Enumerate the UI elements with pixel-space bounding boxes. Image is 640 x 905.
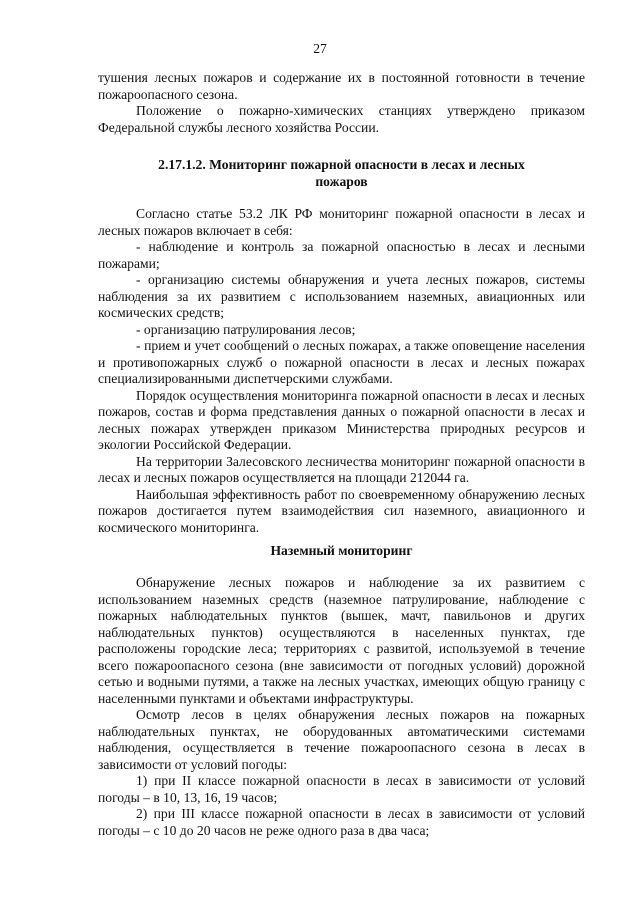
subsection-heading: Наземный мониторинг [270, 543, 413, 558]
list-item: - прием и учет сообщений о лесных пожарах, а также оповещение населения и противопожарных служб о пожарной опасности в лесах и лесных пожарах специализированными диспетчерскими службами. [98, 338, 585, 386]
page-number: 27 [313, 41, 327, 56]
paragraph: Положение о пожарно-химических станциях утверждено приказом Федеральной службы лесного хозяйства России. [98, 103, 585, 135]
text-block-mid [98, 206, 585, 536]
list-item: 1) при II классе пожарной опасности в лесах в зависимости от условий погоды – в 10, 13, 16, 19 часов; [98, 773, 585, 805]
paragraph: Порядок осуществления мониторинга пожарной опасности в лесах и лесных пожаров, состав и форма представления данных о пожарной опасности в лесах и лесных пожарах утвержден приказом Министерства природных ресурсов и экологии Российской Федерации. [98, 387, 585, 452]
heading-line: 2.17.1.2. Мониторинг пожарной опасности в лесах и лесных [158, 157, 525, 172]
paragraph: Осмотр лесов в целях обнаружения лесных пожаров на пожарных наблюдательных пунктах, не оборудованных автоматическими системами наблюдения, осуществляется в течение пожароопасного сезона в лесах в зависимости от условий погоды: [98, 707, 585, 772]
section-heading [98, 157, 585, 190]
list-item: - организацию патрулирования лесов; [136, 321, 356, 337]
text-block-top [98, 70, 585, 136]
list-item: - наблюдение и контроль за пожарной опасностью в лесах и лесными пожарами; [98, 239, 585, 271]
paragraph: Согласно статье 53.2 ЛК РФ мониторинг пожарной опасности в лесах и лесных пожаров включает в себя: [98, 206, 585, 238]
list-item: 2) при III классе пожарной опасности в лесах в зависимости от условий погоды – с 10 до 20 часов не реже одного раза в два часа; [98, 806, 585, 838]
paragraph: На территории Залесовского лесничества мониторинг пожарной опасности в лесах и лесных пожаров осуществляется на площади 212044 га. [98, 453, 585, 485]
paragraph: тушения лесных пожаров и содержание их в постоянной готовности в течение пожароопасного сезона. [98, 70, 585, 102]
paragraph: Обнаружение лесных пожаров и наблюдение за их развитием с использованием наземных средств (наземное патрулирование, наблюдение с пожарных наблюдательных пунктов (вышек, мачт, павильонов и других наблюдательных пунктов) осуществляются в населенных пунктах, где расположены городские леса; территориях с развитой, используемой в течение всего пожароопасного сезона (вне зависимости от погодных условий) дорожной сетью и водными путями, а также на лесных участках, имеющих общую границу с населенными пунктами и объектами инфраструктуры. [98, 575, 585, 706]
heading-line: пожаров [315, 173, 368, 189]
list-item: - организацию системы обнаружения и учета лесных пожаров, системы наблюдения за их развитием с использованием наземных, авиационных или космических средств; [98, 272, 585, 320]
paragraph: Наибольшая эффективность работ по своевременному обнаружению лесных пожаров достигается путем взаимодействия сил наземного, авиационного и космического мониторинга. [98, 486, 585, 535]
text-block-bottom [98, 575, 585, 839]
